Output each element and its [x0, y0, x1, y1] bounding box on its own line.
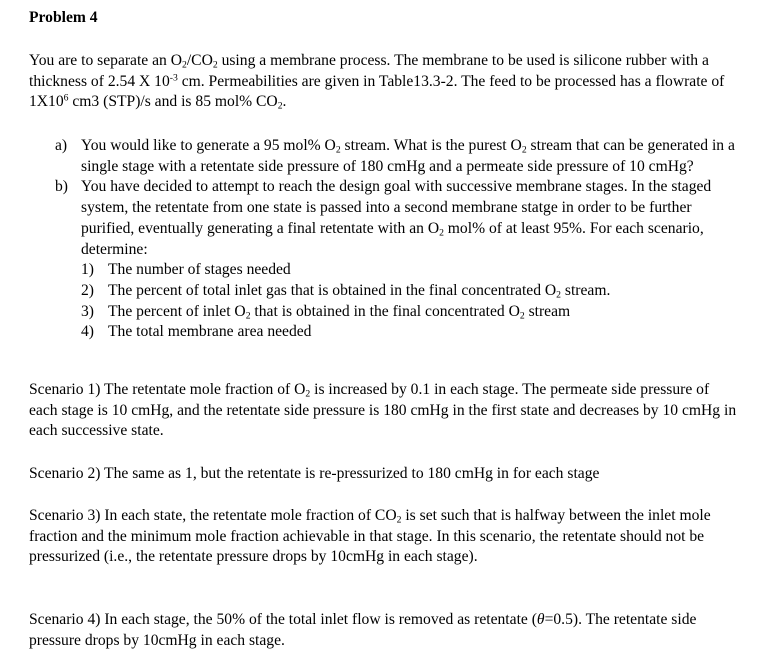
list-item: 3) The percent of inlet $O_2$ that is obtained in the final concentrated $O_2$ stream — [81, 302, 571, 322]
intro-paragraph: You are to separate an $O_2/CO_2$ using a membrane process. The membrane to be used is silicone rubber with a thickness of 2.54 X $10^{-3}$ cm. Permeabilities are given in Table13.3-2. The feed to be processed has a flowrate of $1X10^6$ cm3 (STP)/s and is 85 mol% $CO_2$. — [29, 52, 725, 112]
list-item: 2) The percent of total inlet gas that is obtained in the final concentrated $O_2$ stream. — [81, 281, 611, 301]
question-b-text: You have decided to attempt to reach the design goal with successive membrane stages. In the staged system, the retentate from one state is passed into a second membrane statge in order to be further purified, eventually generating a final retentate with an $O_2$ mol% of at least 95%. For each scenario, determine: — [81, 178, 712, 258]
scenario-4-paragraph: Scenario 4) In each stage, the 50% of the total inlet flow is removed as retentate (θ=0.5). The retentate side pressure drops by 10cmHg in each stage. — [29, 611, 697, 649]
question-list — [29, 136, 739, 343]
question-a — [29, 136, 739, 177]
question-b — [29, 177, 739, 343]
scenario-2-paragraph: Scenario 2) The same as 1, but the retentate is re-pressurized to 180 cmHg in for each stage — [29, 465, 600, 482]
list-item: 4) The total membrane area needed — [81, 323, 312, 341]
question-a-text: You would like to generate a 95 mol% $O_2$ stream. What is the purest $O_2$ stream that can be generated in a single stage with a retentate side pressure of 180 cmHg and a permeate side pressure of 10 cmHg? — [81, 137, 735, 175]
problem-title: Problem 4 — [29, 9, 98, 26]
list-item: 1) The number of stages needed — [81, 261, 291, 279]
question-a-label: a) — [55, 137, 68, 154]
scenario-1-paragraph: Scenario 1) The retentate mole fraction of $O_2$ is increased by 0.1 in each stage. The permeate side pressure of each stage is 10 cmHg, and the retentate side pressure is 180 cmHg in the first state and decreases by 10 cmHg in each successive state. — [29, 381, 737, 440]
question-b-label: b) — [55, 178, 68, 196]
scenario-3-paragraph: Scenario 3) In each state, the retentate mole fraction of $CO_2$ is set such that is halfway between the inlet mole fraction and the minimum mole fraction achievable in that stage. In this scenario, the retentate should not be pressurized (i.e., the retentate pressure drops by 10cmHg in each stage). — [29, 507, 711, 566]
